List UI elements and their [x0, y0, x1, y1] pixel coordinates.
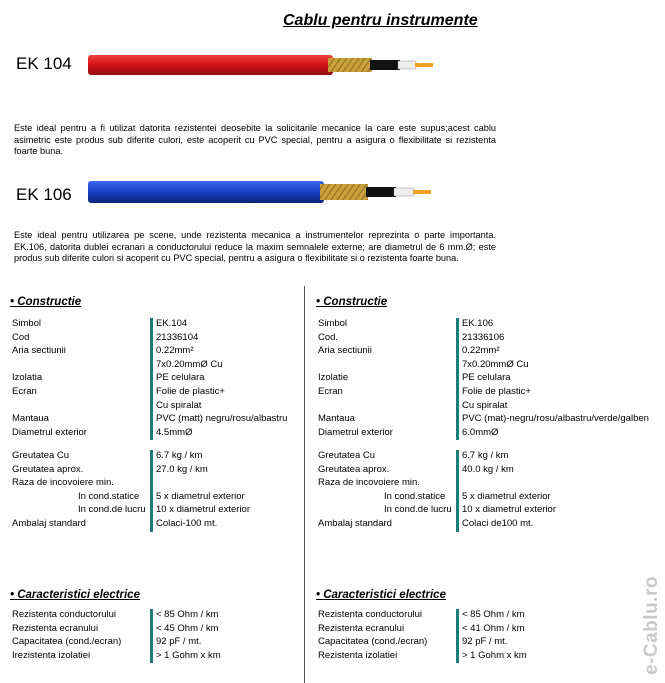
- spec-value: > 1 Gohm x km: [462, 649, 527, 661]
- spec-value: 10 x diametrul exterior: [156, 504, 250, 516]
- spec-label: Irezistenta izolatiei: [12, 649, 91, 661]
- spec-label: Rezistenta conductorului: [12, 609, 117, 620]
- spec-value: Cu spiralat: [462, 399, 508, 411]
- spec-value: 5 x diametrul exterior: [462, 490, 551, 502]
- spec-value: 5 x diametrul exterior: [156, 490, 245, 502]
- spec-value: 92 pF / mt.: [156, 636, 202, 648]
- spec-value: 40.0 kg / km: [462, 463, 514, 475]
- spec-label: In cond.statice: [384, 490, 446, 502]
- spec-value: < 45 Ohm / km: [156, 622, 219, 634]
- spec-label: Cod.: [318, 331, 339, 343]
- spec-label: Aria sectiunii: [12, 345, 66, 357]
- spec-value: 21336104: [156, 331, 199, 343]
- spec-row: [306, 386, 646, 399]
- spec-row: [0, 345, 340, 358]
- spec-value: < 41 Ohm / km: [462, 622, 525, 634]
- bullet-icon: •: [10, 589, 18, 601]
- spec-value: 4.5mmØ: [156, 426, 193, 438]
- spec-label: Mantaua: [12, 413, 49, 425]
- section-caracteristici-electrice: [316, 589, 446, 601]
- section-constructie: [316, 296, 387, 308]
- spec-row: [306, 477, 646, 490]
- watermark: [639, 515, 661, 675]
- spec-label: Rezistenta izolatiei: [318, 649, 398, 661]
- spec-label: Aria sectiunii: [318, 345, 372, 357]
- section-caracteristici-electrice: [10, 589, 140, 601]
- spec-label: Rezistenta ecranului: [12, 622, 99, 634]
- spec-label: Capacitatea (cond./ecran): [318, 636, 428, 648]
- spec-value: Cu spiralat: [156, 399, 202, 411]
- bullet-icon: •: [10, 296, 18, 308]
- spec-row: [0, 427, 340, 440]
- spec-value: PE celulara: [462, 372, 511, 384]
- spec-row: [306, 413, 649, 426]
- spec-label: Diametrul exterior: [318, 426, 393, 438]
- spec-row: [306, 372, 646, 385]
- spec-value: 21336106: [462, 331, 505, 343]
- spec-value: EK.106: [462, 318, 494, 329]
- section-title-text: Constructie: [323, 296, 388, 308]
- spec-row: [306, 491, 646, 504]
- spec-label: Ecran: [12, 386, 37, 397]
- bullet-icon: •: [316, 296, 324, 308]
- spec-label: Mantaua: [318, 413, 355, 425]
- spec-row: [0, 318, 340, 331]
- spec-row: [0, 400, 340, 413]
- spec-value: > 1 Gohm x km: [156, 649, 221, 661]
- section-constructie: [10, 296, 81, 308]
- spec-value: 6.7 kg / km: [462, 450, 509, 461]
- spec-row: [0, 332, 340, 345]
- spec-row: [0, 464, 340, 477]
- spec-row: [306, 359, 646, 372]
- spec-label: Greutatea aprox.: [318, 463, 390, 475]
- spec-value: PE celulara: [156, 372, 205, 384]
- spec-row: [0, 650, 340, 663]
- spec-row: [0, 504, 340, 517]
- spec-label: Greutatea aprox.: [12, 463, 84, 475]
- spec-label: Greutatea Cu: [318, 450, 376, 461]
- spec-value: 0.22mm²: [462, 345, 500, 357]
- spec-row: [0, 413, 340, 426]
- spec-row: [306, 332, 646, 345]
- spec-label: Ecran: [318, 386, 343, 397]
- spec-row: [306, 623, 646, 636]
- spec-label: Izolatie: [318, 372, 349, 384]
- spec-row: [306, 427, 646, 440]
- spec-row: [0, 372, 340, 385]
- spec-value: 10 x diametrul exterior: [462, 504, 556, 516]
- spec-row: [306, 518, 646, 531]
- spec-value: Colaci-100 mt.: [156, 518, 218, 529]
- spec-row: [306, 464, 646, 477]
- spec-label: Rezistenta ecranului: [318, 622, 405, 634]
- watermark-text: e-Cablu.ro: [641, 576, 662, 675]
- spec-value: < 85 Ohm / km: [156, 609, 219, 620]
- spec-value: 6.7 kg / km: [156, 450, 203, 461]
- spec-row: [306, 636, 646, 649]
- spec-value: 0.22mm²: [156, 345, 194, 357]
- spec-value: PVC (mat)-negru/rosu/albastru/verde/galben: [462, 413, 649, 425]
- spec-row: [0, 477, 340, 490]
- spec-value: < 85 Ohm / km: [462, 609, 525, 620]
- spec-row: [306, 609, 646, 622]
- spec-value: Folie de plastic+: [156, 386, 225, 397]
- spec-value: 7x0.20mmØ Cu: [462, 358, 529, 370]
- spec-label: In cond.de lucru: [384, 504, 452, 516]
- page-title: Cablu pentru instrumente: [283, 12, 478, 29]
- spec-value: PVC (matt) negru/rosu/albastru: [156, 413, 288, 425]
- spec-label: Rezistenta conductorului: [318, 609, 423, 620]
- column-divider: [304, 286, 305, 683]
- spec-row: [0, 491, 340, 504]
- spec-label: In cond.de lucru: [78, 504, 146, 516]
- spec-value: EK.104: [156, 318, 188, 329]
- spec-row: [0, 623, 340, 636]
- model-ek104: EK 104: [16, 54, 72, 73]
- spec-value: Folie de plastic+: [462, 386, 531, 397]
- section-title-text: Constructie: [17, 296, 82, 308]
- spec-row: [306, 504, 646, 517]
- spec-row: [306, 345, 646, 358]
- spec-row: [0, 636, 340, 649]
- spec-row: [0, 386, 340, 399]
- spec-label: Raza de incovoiere min.: [12, 477, 114, 489]
- spec-value: 27.0 kg / km: [156, 463, 208, 475]
- section-title-text: Caracteristici electrice: [17, 589, 140, 601]
- spec-row: [0, 609, 340, 622]
- spec-label: In cond.statice: [78, 490, 140, 502]
- spec-row: [306, 650, 646, 663]
- ek104-description: Este ideal pentru a fi utilizat datorita rezistentei deosebite la solicitarile mecanice la care este supus;acest cablu asimetric este produs sub diferite culori, este acoperit cu PVC special, pentru a asigura o flexibilitate si rezistenta foarte buna.: [14, 123, 496, 156]
- spec-row: [306, 450, 646, 463]
- ek104-specs-column: [0, 0, 320, 683]
- spec-label: Izolatia: [12, 372, 43, 384]
- spec-row: [0, 359, 340, 372]
- spec-label: Raza de incovoiere min.: [318, 477, 420, 489]
- spec-value: 7x0.20mmØ Cu: [156, 358, 223, 370]
- spec-value: 6.0mmØ: [462, 426, 499, 438]
- spec-label: Simbol: [12, 318, 42, 329]
- spec-row: [306, 318, 646, 331]
- ek106-description: Este ideal pentru utilizarea pe scene, unde rezistenta mecanica a instrumentelor reprezinta o parte importanta. EK.106, datorita dublei ecranari a conductorului reduce la maxim semnalele externe; are diametrul de 6 mm.Ø; este produs sub diferite culori si acoperit cu PVC special, pentru a asigura o flexibilitate si o rezistenta foarte buna.: [14, 230, 496, 263]
- section-title-text: Caracteristici electrice: [323, 589, 446, 601]
- bullet-icon: •: [316, 589, 324, 601]
- spec-label: Greutatea Cu: [12, 450, 70, 461]
- spec-label: Diametrul exterior: [12, 426, 87, 438]
- spec-row: [306, 400, 646, 413]
- spec-row: [0, 518, 340, 531]
- spec-label: Simbol: [318, 318, 348, 329]
- spec-row: [0, 450, 340, 463]
- model-ek106: EK 106: [16, 185, 72, 204]
- ek106-specs-column: [306, 0, 649, 683]
- spec-label: Cod: [12, 331, 30, 343]
- spec-value: 92 pF / mt.: [462, 636, 508, 648]
- spec-label: Capacitatea (cond./ecran): [12, 636, 122, 648]
- spec-value: Colaci de100 mt.: [462, 518, 534, 529]
- spec-label: Ambalaj standard: [12, 518, 86, 529]
- spec-label: Ambalaj standard: [318, 518, 392, 529]
